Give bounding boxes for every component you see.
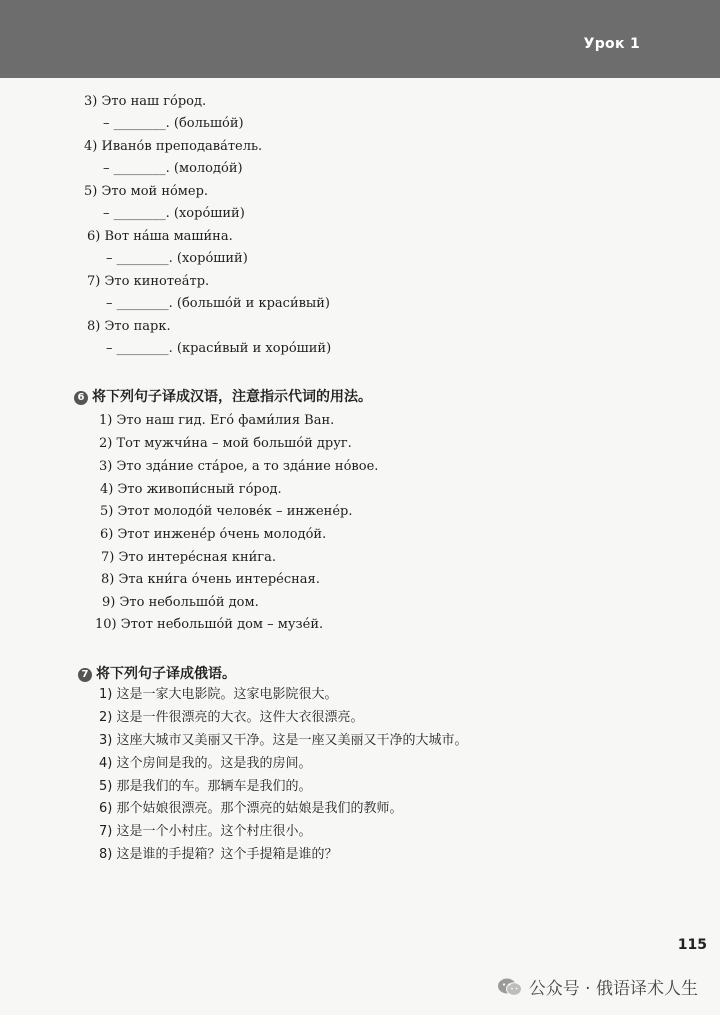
watermark	[497, 974, 698, 999]
ex5-item-7: 7) Это кинотеáтр.	[87, 274, 210, 289]
ex5-item-6: 6) Вот нáша маши́на.	[87, 229, 233, 244]
exercise-7-heading	[78, 663, 236, 683]
ex6-item: 1) Это наш гид. Егó фами́лия Ван.	[99, 413, 335, 428]
ex6-item: 8) Эта кни́га óчень интерéсная.	[101, 572, 320, 587]
ex5-answer-3: – ________. (большóй)	[103, 116, 244, 131]
lesson-label: Урок 1	[583, 36, 640, 52]
ex6-item: 5) Этот молодóй человéк – инженéр.	[100, 504, 353, 519]
ex7-item: 3) 这座大城市又美丽又干净。这是一座又美丽又干净的大城市。	[99, 733, 468, 748]
ex5-item-8: 8) Это парк.	[87, 319, 171, 334]
ex5-answer-4: – ________. (молодóй)	[103, 161, 243, 176]
page-number: 115	[677, 937, 707, 953]
ex6-item: 9) Это небольшóй дом.	[102, 595, 259, 610]
exercise-number-badge: 7	[78, 668, 92, 682]
exercise-number-badge: 6	[74, 391, 88, 405]
watermark-text: 公众号 · 俄语译术人生	[528, 979, 698, 999]
ex7-item: 8) 这是谁的手提箱？这个手提箱是谁的？	[99, 847, 338, 862]
ex5-item-3: 3) Это наш гóрод.	[84, 94, 207, 109]
ex6-item: 2) Тот мужчи́на – мой большóй друг.	[99, 436, 352, 451]
ex7-item: 1) 这是一家大电影院。这家电影院很大。	[99, 687, 338, 702]
ex5-answer-7: – ________. (большóй и краси́вый)	[106, 296, 331, 311]
ex5-answer-8: – ________. (краси́вый и хорóший)	[106, 341, 332, 356]
wechat-icon	[497, 977, 523, 997]
page-header	[0, 0, 720, 78]
ex6-item: 10) Этот небольшóй дом – музéй.	[95, 617, 324, 632]
ex6-item: 3) Это здáние стáрое, а то здáние нóвое.	[99, 459, 379, 474]
ex6-item: 4) Это живопи́сный гóрод.	[100, 482, 282, 497]
ex5-item-5: 5) Это мой нóмер.	[84, 184, 209, 199]
ex6-item: 7) Это интерéсная кни́га.	[101, 550, 276, 565]
ex7-item: 6) 那个姑娘很漂亮。那个漂亮的姑娘是我们的教师。	[99, 801, 403, 816]
exercise-6-title: 将下列句子译成汉语，注意指示代词的用法。	[92, 389, 372, 405]
ex5-answer-5: – ________. (хорóший)	[103, 206, 245, 221]
ex5-item-4: 4) Ивано́в преподава́тель.	[84, 139, 263, 154]
ex7-item: 2) 这是一件很漂亮的大衣。这件大衣很漂亮。	[99, 710, 364, 725]
ex7-item: 4) 这个房间是我的。这是我的房间。	[99, 756, 312, 771]
ex7-item: 7) 这是一个小村庄。这个村庄很小。	[99, 824, 312, 839]
ex6-item: 6) Этот инженéр óчень молодóй.	[100, 527, 327, 542]
exercise-7-title: 将下列句子译成俄语。	[96, 666, 236, 682]
ex7-item: 5) 那是我们的车。那辆车是我们的。	[99, 779, 312, 794]
exercise-6-heading	[74, 386, 372, 406]
ex5-answer-6: – ________. (хорóший)	[106, 251, 248, 266]
